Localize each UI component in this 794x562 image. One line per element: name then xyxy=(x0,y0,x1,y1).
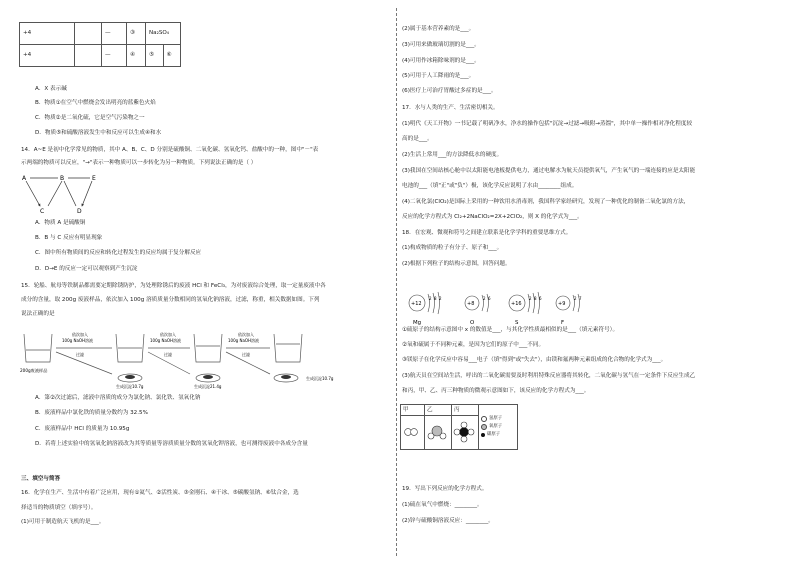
option-text: D．物质⑤和硫酸溶液发生中和反应可以生成④和水 xyxy=(35,130,162,136)
section-heading: 三、填空与简答 xyxy=(21,476,61,482)
shell-label: 2 xyxy=(483,296,486,301)
question-text: (2)属于基本营养素的是___。 xyxy=(402,26,475,32)
table-cell: ⑥ xyxy=(163,45,181,67)
table-cell xyxy=(75,45,102,67)
flow-add-label: 依次加入 xyxy=(160,332,176,337)
legend-label: 氢原子 xyxy=(489,416,503,422)
question-text: ①硫原子的结构示意图中 x 的数值是___，与其化学性质最相似的是___（填元素符号）。 xyxy=(402,327,619,333)
shell-label: 8 xyxy=(534,296,537,301)
question-text: 择适当的物质填空（填序号）。 xyxy=(21,505,97,511)
option-text: D．若将上述实验中的氢氧化钠溶液改为其等质量等溶质质量分数的氢氧化钾溶液，也可测得废液中各成分含量 xyxy=(35,441,308,447)
question-text: ②氧和硫属于不同种元素，是因为它们的原子中___不同。 xyxy=(402,342,545,348)
precipitate-label: 生成沉淀10.7g xyxy=(306,376,334,381)
question-text: (5)可用于人工降雨的是___。 xyxy=(402,73,475,79)
question-text: (1)硫在氧气中燃烧：________。 xyxy=(402,502,483,508)
node-label: A xyxy=(22,175,27,182)
table-row xyxy=(20,23,181,45)
flow-filter-label: 过滤 xyxy=(164,352,172,357)
molecule-cell xyxy=(452,416,479,450)
legend-cell xyxy=(479,405,518,450)
flow-sample-label: 200g废液样品 xyxy=(20,368,48,373)
flow-filter-label: 过滤 xyxy=(242,352,250,357)
table-cell xyxy=(75,23,102,45)
option-text: A．X 表示碱 xyxy=(35,86,67,92)
flow-add-label: 100g NaOH溶液 xyxy=(150,338,182,343)
table-cell: Na₂SO₄ xyxy=(146,23,181,45)
table-cell: ③ xyxy=(127,23,146,45)
question-text: (1)可用于制造航天飞机的是___。 xyxy=(21,519,105,525)
table-header: 丙 xyxy=(452,405,479,416)
table-cell: ⑤ xyxy=(146,45,164,67)
relation-diagram xyxy=(20,172,100,216)
shell-label: 2 xyxy=(439,296,442,301)
question-text: 15．轮船、航母等铁制品都需要定期除锈防护，为处理除锈后的废液 HCl 和 FeCl₃，为对废液综合处理，取一定量废液中各 xyxy=(21,283,326,289)
experiment-flowchart xyxy=(20,322,365,390)
question-text: 说法正确的是 xyxy=(21,311,55,317)
shell-label: 2 xyxy=(429,296,432,301)
table-header: 甲 xyxy=(401,405,425,416)
question-text: ③镁原子在化学反应中容易___电子（填"得到"或"失去"），由镁和氟两种元素组成的化合物的化学式为___。 xyxy=(402,357,667,363)
question-text: 14．A~E 是初中化学常见的物质，其中 A、B、C、D 分别是硫酸铜、二氧化碳、氢氧化钙、盐酸中的一种，图中"－"表 xyxy=(21,147,319,153)
table-cell: — xyxy=(102,45,127,67)
option-text: B．B 与 C 反应有明显现象 xyxy=(35,235,103,241)
element-symbol: S xyxy=(515,320,519,326)
node-label: C xyxy=(40,208,45,215)
shell-label: 2 xyxy=(529,296,532,301)
precipitate-label: 生成沉淀21.4g xyxy=(194,384,222,389)
option-text: D．D→E 的反应一定可以观察到产生沉淀 xyxy=(35,266,138,272)
option-text: A．物质 A 是硫酸铜 xyxy=(35,220,86,226)
question-text: (4)可用作冰箱除味剂的是___。 xyxy=(402,58,480,64)
question-text: (2)生活上常用___的方法降低水的硬度。 xyxy=(402,152,503,158)
node-label: B xyxy=(60,175,65,182)
element-symbol: Mg xyxy=(413,320,422,326)
question-text: 19．写出下列反应的化学方程式。 xyxy=(402,486,488,492)
node-label: D xyxy=(77,208,82,215)
legend-label: 碳原子 xyxy=(487,432,501,438)
shell-label: 7 xyxy=(579,296,582,301)
molecule-cell xyxy=(425,416,452,450)
question-text: 反应的化学方程式为 Cl₂+2NaClO₂=2X+2ClO₂，则 X 的化学式为___。 xyxy=(402,214,583,220)
question-text: (3)我国在空间站核心舱中以太阳能电池板提供电力，通过电解水为航天员提供氧气，产生氧气的一端连接的应是太阳能 xyxy=(402,168,696,174)
node-label: E xyxy=(92,175,96,182)
question-text: 18．在宏观、微观和符号之间建立联系是化学学科的重要思维方式。 xyxy=(402,230,572,236)
question-text: (2)根据下列粒子的结构示意图，回答问题。 xyxy=(402,261,511,267)
right-column xyxy=(397,0,794,562)
flow-add-label: 100g NaOH溶液 xyxy=(228,338,260,343)
nucleus-label: +9 xyxy=(558,301,566,307)
table-cell: +4 xyxy=(20,45,75,67)
flow-filter-label: 过滤 xyxy=(76,352,84,357)
precipitate-label: 生成沉淀10.7g xyxy=(116,384,144,389)
molecule-cell xyxy=(401,416,425,450)
nucleus-label: +8 xyxy=(467,301,475,307)
question-text: (1)明代《天工开物》一书记载了明矾净水，净水的操作包括"沉淀→过滤→吸附→蒸馏"，其中单一操作相对净化程度较 xyxy=(402,121,693,127)
table-cell: — xyxy=(102,23,127,45)
particle-model-table xyxy=(400,404,518,450)
valence-table xyxy=(19,22,181,67)
question-text: 示两端的物质可以反应，"→"表示一种物质可以一步转化为另一种物质。下列说法正确的是（ ） xyxy=(21,160,257,166)
shell-label: 2 xyxy=(574,296,577,301)
molecule-methane xyxy=(452,416,476,446)
table-header: 乙 xyxy=(425,405,452,416)
element-symbol: F xyxy=(561,320,565,326)
option-text: C．废液样品中 HCl 的质量为 10.95g xyxy=(35,426,130,432)
nucleus-label: +16 xyxy=(511,301,522,307)
question-text: 高的是___。 xyxy=(402,136,433,142)
shell-label: 6 xyxy=(539,296,542,301)
table-cell: +4 xyxy=(20,23,75,45)
question-text: 电池的___（填"正"或"负"）极，该化学反应说明了水由________组成。 xyxy=(402,183,578,189)
option-text: B．废液样品中氯化铁的质量分数约为 32.5% xyxy=(35,410,148,416)
question-text: 和丙，甲、乙、丙三种物质的微观示意图如下，该反应的化学方程式为___。 xyxy=(402,388,590,394)
question-text: (4)二氧化氯(ClO₂)是国际上采用的一种饮用水消毒剂，我国科学家经研究，发现了一种优化的制备二氧化氯的方法， xyxy=(402,199,690,205)
element-symbol: O xyxy=(470,320,475,326)
question-text: (3)可用来做玻璃切割的是___。 xyxy=(402,42,480,48)
table-cell: ④ xyxy=(127,45,146,67)
molecule-water xyxy=(425,416,449,446)
question-text: 成分的含量，取 200g 废液样品，依次加入 100g 溶质质量分数相同的氢氧化钠溶液，过滤，称重，相关数据如图。下列 xyxy=(21,297,320,303)
question-text: (2)锌与硫酸铜溶液反应：________。 xyxy=(402,518,494,524)
question-text: (3)航天员在空间站生活，呼出的二氧化碳需要及时利用特殊反应器将其转化，二氧化碳与氢气在一定条件下反应生成乙 xyxy=(402,373,696,379)
question-text: 17．水与人类的生产、生活密切相关。 xyxy=(402,105,499,111)
legend-label: 氧原子 xyxy=(489,424,503,430)
flow-add-label: 100g NaOH溶液 xyxy=(62,338,94,343)
shell-label: 8 xyxy=(434,296,437,301)
option-text: A．第②次过滤后，滤液中溶质的成分为氯化钠、氯化铁、氢氧化钠 xyxy=(35,395,201,401)
question-text: 16．化学在生产、生活中有着广泛应用，现有①氦气、②活性炭、③金刚石、④干冰、⑤碳酸氢钠、⑥钛合金，选 xyxy=(21,490,299,496)
option-text: B．物质①在空气中燃烧会发出明亮的蓝紫色火焰 xyxy=(35,100,156,106)
flow-add-label: 依次加入 xyxy=(238,332,254,337)
nucleus-label: +12 xyxy=(411,301,422,307)
shell-label: 6 xyxy=(488,296,491,301)
atomic-structure-diagrams xyxy=(403,288,593,328)
question-text: (6)医疗上可治疗胃酸过多症的是___。 xyxy=(402,88,497,94)
question-text: (1)构成物质的粒子有分子、原子和___。 xyxy=(402,245,503,251)
table-row xyxy=(20,45,181,67)
flow-add-label: 依次加入 xyxy=(72,332,88,337)
option-text: C．图中所有物质间的反应和转化过程发生的反应均属于复分解反应 xyxy=(35,250,202,256)
option-text: C．物质②是二氧化硫，它是空气污染物之一 xyxy=(35,115,145,121)
molecule-hydrogen xyxy=(401,416,422,446)
